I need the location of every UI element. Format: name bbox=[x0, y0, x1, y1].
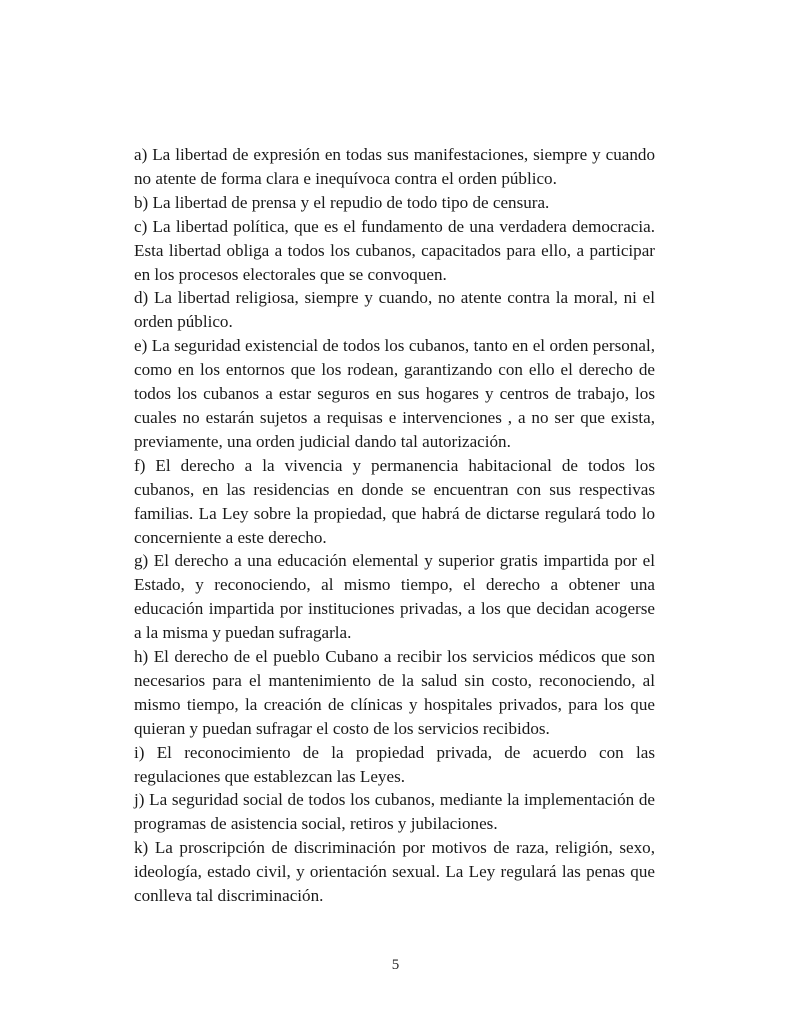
clause-paragraph-c: c) La libertad política, que es el fundamento de una verdadera democracia. Esta libertad obliga a todos los cubanos, capacitados para ello, a participar en los procesos electorales que se convoquen. bbox=[134, 216, 655, 284]
clause-paragraph-g: g) El derecho a una educación elemental y superior gratis impartida por el Estado, y reconociendo, al mismo tiempo, el derecho a obtener una educación impartida por instituciones privadas, a los que decidan acogerse a la misma y puedan sufragarla. bbox=[134, 551, 655, 643]
clause-paragraph-f: f) El derecho a la vivencia y permanencia habitacional de todos los cubanos, en las residencias en donde se encuentran con sus respectivas familias. La Ley sobre la propiedad, que habrá de dictarse regulará todo lo concerniente a este derecho. bbox=[134, 455, 655, 547]
clause-paragraph-b: b) La libertad de prensa y el repudio de todo tipo de censura. bbox=[134, 192, 550, 212]
clause-paragraph-j: j) La seguridad social de todos los cubanos, mediante la implementación de programas de asistencia social, retiros y jubilaciones. bbox=[134, 790, 655, 834]
clause-paragraph-d: d) La libertad religiosa, siempre y cuando, no atente contra la moral, ni el orden público. bbox=[134, 288, 655, 332]
clause-paragraph-i: i) El reconocimiento de la propiedad privada, de acuerdo con las regulaciones que establezcan las Leyes. bbox=[134, 742, 655, 786]
clause-paragraph-h: h) El derecho de el pueblo Cubano a recibir los servicios médicos que son necesarios para el mantenimiento de la salud sin costo, reconociendo, al mismo tiempo, la creación de clínicas y hospitales privados, para los que quieran y puedan sufragar el costo de los servicios recibidos. bbox=[134, 647, 655, 738]
body-text-column bbox=[134, 143, 655, 908]
clause-paragraph-k: k) La proscripción de discriminación por motivos de raza, religión, sexo, ideología, estado civil, y orientación sexual. La Ley regulará las penas que conlleva tal discriminación. bbox=[134, 838, 655, 906]
page-number: 5 bbox=[391, 957, 400, 973]
clause-paragraph-e: e) La seguridad existencial de todos los cubanos, tanto en el orden personal, como en los entornos que los rodean, garantizando con ello el derecho de todos los cubanos a estar seguros en sus hogares y centros de trabajo, los cuales no estarán sujetos a requisas e intervenciones , a no ser que exista, previamente, una orden judicial dando tal autorización. bbox=[134, 336, 655, 451]
clause-paragraph-a: a) La libertad de expresión en todas sus manifestaciones, siempre y cuando no atente de forma clara e inequívoca contra el orden público. bbox=[134, 145, 655, 188]
